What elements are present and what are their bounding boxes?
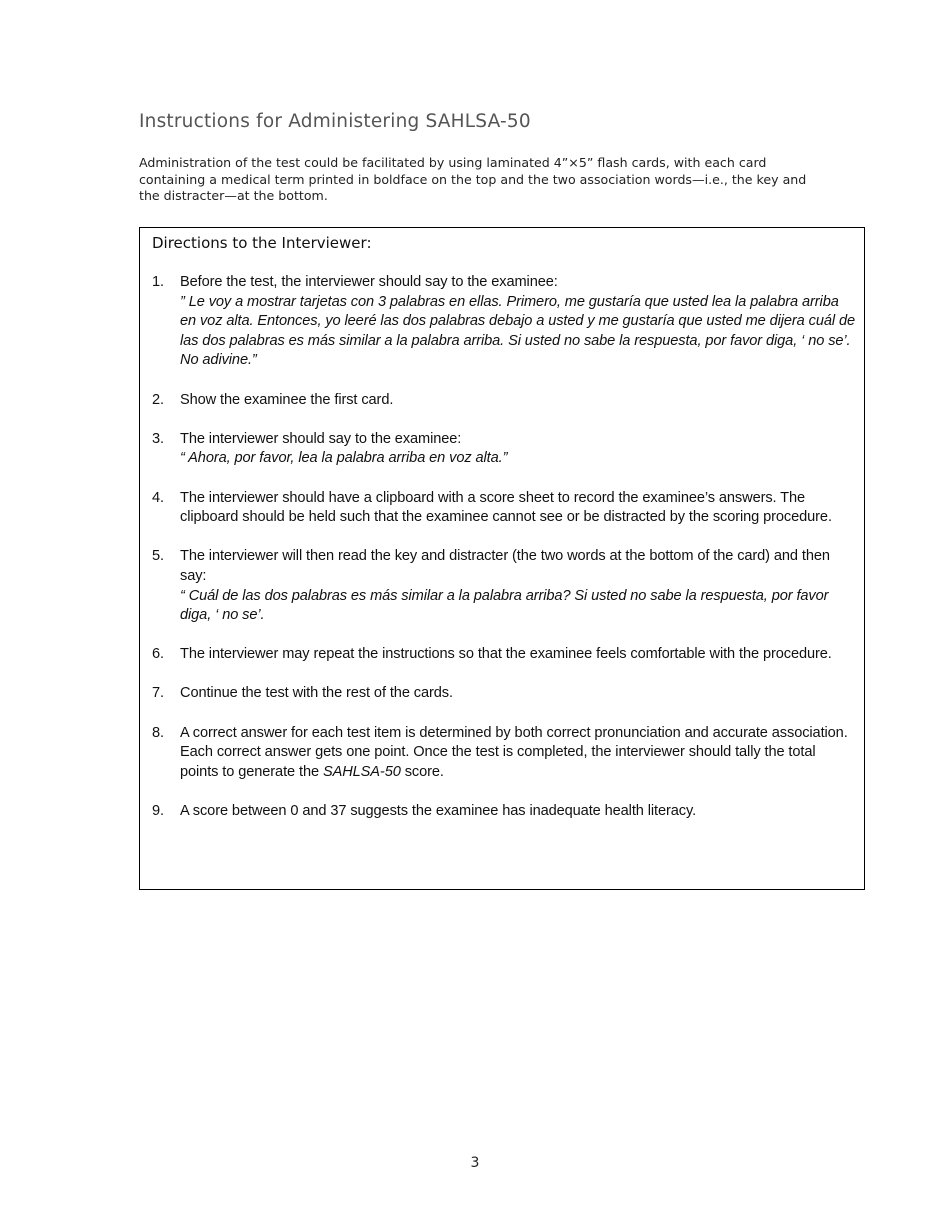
intro-paragraph: Administration of the test could be facilitated by using laminated 4”×5” flash cards, with each card containing a medical term printed in boldface on the top and the two association words—i.e., the key and the distracter—at the bottom. [139, 155, 807, 203]
step-text: Continue the test with the rest of the cards. [180, 685, 453, 702]
step-quote: ” Le voy a mostrar tarjetas con 3 palabras en ellas. Primero, me gustaría que usted lea la palabra arriba en voz alta. Entonces, yo leeré las dos palabras debajo a usted y me gustaría que usted me dijera cuál de las dos palabras es más similar a la palabra arriba. Si usted no sabe la respuesta, por favor diga, ‘ no se’. No adivine.” [180, 293, 856, 369]
step-number: 4. [152, 489, 164, 506]
step-number: 7. [152, 685, 164, 702]
step-quote: “ Ahora, por favor, lea la palabra arriba en voz alta.” [180, 450, 508, 467]
step-text: Show the examinee the first card. [180, 391, 394, 408]
direction-step-2 [152, 391, 857, 411]
page-heading: Instructions for Administering SAHLSA-50 [139, 111, 531, 132]
directions-title: Directions to the Interviewer: [152, 234, 372, 252]
direction-step-6 [152, 645, 857, 665]
direction-step-8 [152, 724, 857, 783]
step-text: The interviewer will then read the key and distracter (the two words at the bottom of the card) and then say: [180, 548, 830, 584]
step-number: 9. [152, 803, 164, 820]
test-name-emphasis: SAHLSA-50 [322, 763, 401, 780]
step-text: Before the test, the interviewer should say to the examinee: [180, 274, 558, 290]
step-text: The interviewer should have a clipboard with a score sheet to record the examinee’s answers. The clipboard should be held such that the examinee cannot see or be distracted by the scoring procedure. [180, 489, 832, 526]
direction-step-7 [152, 684, 857, 704]
step-text: A score between 0 and 37 suggests the examinee has inadequate health literacy. [180, 803, 697, 820]
direction-step-3 [152, 430, 857, 469]
direction-step-1 [152, 273, 857, 371]
step-text-after: score. [400, 763, 444, 780]
step-number: 8. [152, 724, 164, 741]
direction-step-9 [152, 802, 857, 822]
page-number: 3 [470, 1155, 480, 1171]
step-quote: “ Cuál de las dos palabras es más similar a la palabra arriba? Si usted no sabe la respuesta, por favor diga, ‘ no se’. [180, 587, 829, 624]
step-text [180, 724, 857, 783]
step-number: 3. [152, 430, 164, 447]
step-number: 5. [152, 548, 164, 565]
directions-list [152, 273, 857, 841]
directions-box [139, 227, 865, 890]
direction-step-4 [152, 489, 857, 528]
step-number: 6. [152, 646, 164, 663]
step-number: 1. [152, 274, 164, 290]
step-text-before: A correct answer for each test item is determined by both correct pronunciation and accurate association. Each correct answer gets one point. Once the test is completed, the interviewer should tally the total points to generate the [180, 724, 848, 780]
step-text: The interviewer should say to the examinee: [180, 430, 462, 447]
direction-step-5 [152, 547, 857, 625]
step-number: 2. [152, 391, 164, 408]
step-text: The interviewer may repeat the instructions so that the examinee feels comfortable with the procedure. [180, 646, 832, 663]
